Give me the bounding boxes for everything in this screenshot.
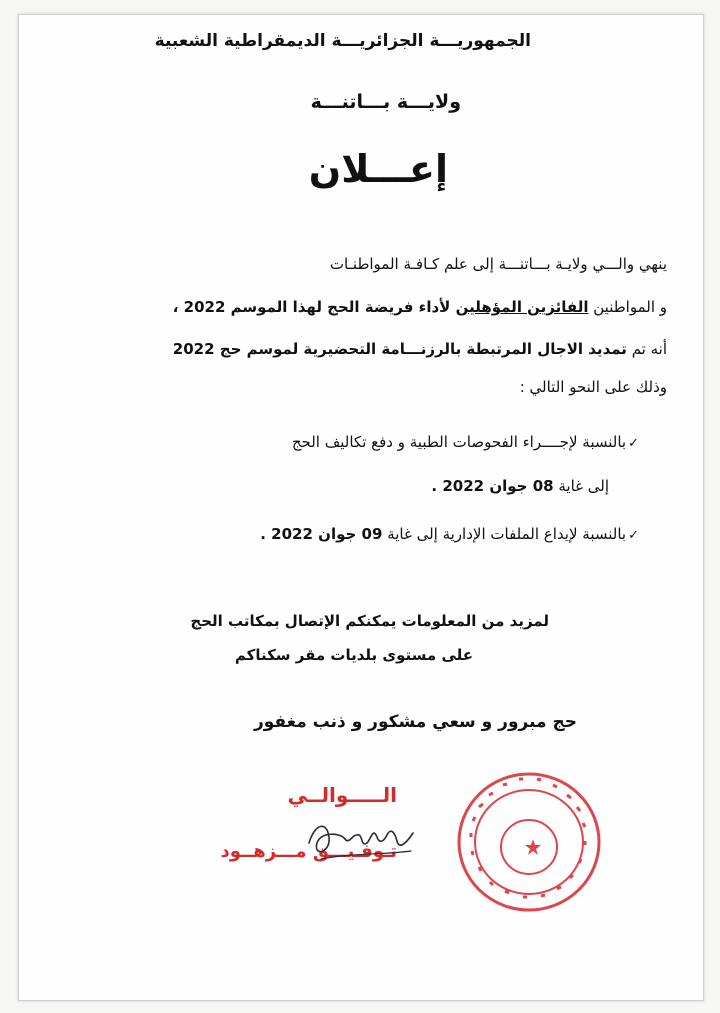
body-paragraph-1: ينهي والـــي ولايـة بـــاتنـــة إلى علم كـافـة المواطنـات [329, 255, 667, 273]
check-icon: ✓ [628, 528, 639, 543]
body-paragraph-2-end: لأداء فريضة الحج لهذا الموسم 2022 ، [172, 298, 456, 316]
body-paragraph-4: وذلك على النحو التالي : [519, 378, 667, 396]
body-paragraph-2 [173, 298, 667, 316]
info-line-1: لمزيد من المعلومات يمكنكم الإتصال بمكاتب الحج [190, 612, 549, 630]
stamp-star [525, 839, 541, 855]
signature-stroke [309, 826, 413, 851]
document-page [18, 14, 704, 1001]
wilaya-header: ولايـــة بـــاتنـــة [310, 91, 461, 113]
bullet-item-1-date: 08 جوان 2022 . [431, 477, 554, 495]
closing-blessing: حج مبرور و سعي مشكور و ذنب مغفور [253, 712, 577, 732]
announcement-title: إعـــلان [308, 147, 448, 191]
body-paragraph-2-start: و المواطنين [588, 298, 667, 316]
stamp-seal [459, 774, 599, 910]
info-line-2: على مستوى بلديات مقر سكناكم [234, 646, 473, 664]
signatory-name: تـوفـيـــق مـــزهــود [220, 841, 397, 862]
official-stamp-icon [449, 767, 609, 917]
body-paragraph-3-start: أنه تم [626, 340, 667, 358]
bullet-item-2-date: 09 جوان 2022 . [260, 525, 383, 543]
qualified-winners-text: الفائزين المؤهلين [455, 298, 589, 316]
check-icon: ✓ [628, 436, 639, 451]
bullet-item-2 [260, 525, 639, 543]
stamp-inner-ring [475, 790, 583, 894]
signatory-title: الـــــوالــي [287, 783, 397, 807]
bullet-item-1 [292, 433, 639, 451]
handwritten-signature [301, 803, 421, 873]
stamp-outer-ring [459, 774, 599, 910]
republic-header: الجمهوريـــة الجزائريـــة الديمقراطية الشعبية [154, 31, 531, 51]
body-paragraph-3 [173, 340, 667, 358]
deadline-extension-text: تمديد الاجال المرتبطة بالرزنـــامة التحضيرية لموسم حج 2022 [172, 340, 627, 358]
bullet-item-1-text: بالنسبة لإجــــراء الفحوصات الطبية و دفع تكاليف الحج [291, 433, 627, 451]
bullet-item-1-until: إلى غاية [553, 477, 609, 495]
signature-underline [321, 851, 411, 859]
bullet-item-1-continuation [431, 477, 609, 495]
bullet-item-2-text: بالنسبة لإيداع الملفات الإدارية إلى غاية [382, 525, 627, 543]
